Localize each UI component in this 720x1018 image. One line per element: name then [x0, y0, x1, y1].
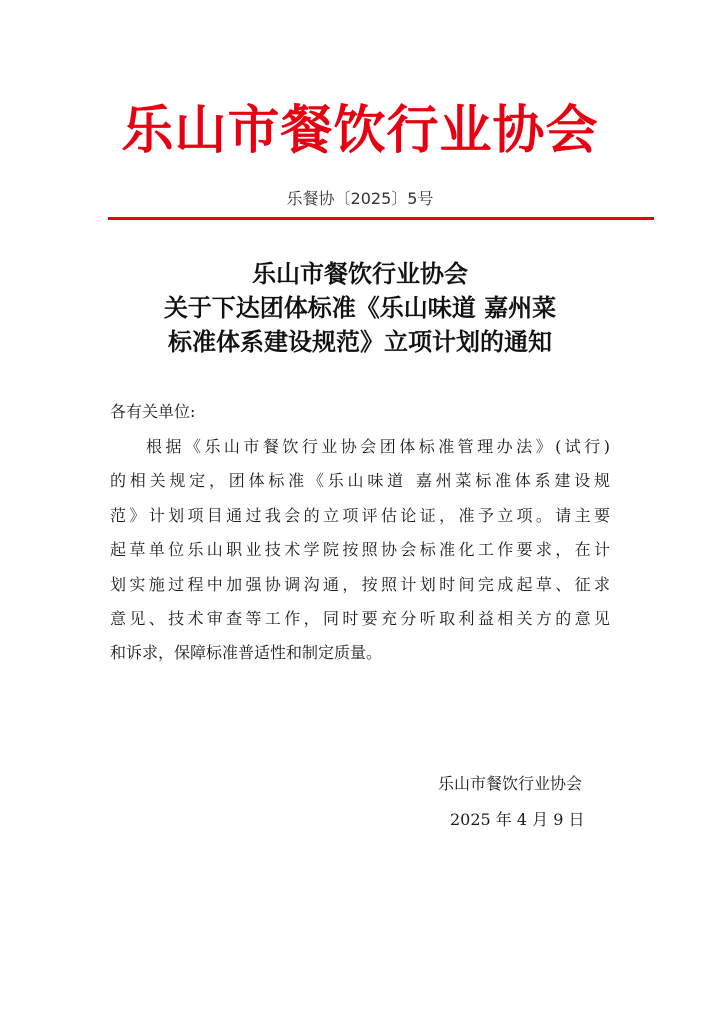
- title-line-2: 关于下达团体标准《乐山味道 嘉州菜: [163, 293, 557, 322]
- issue-date: 2025 年 4 月 9 日: [450, 810, 585, 829]
- notice-title: [0, 257, 720, 359]
- body-line: 范》计划项目通过我会的立项评估论证，准予立项。请主要: [110, 505, 610, 525]
- body-line: 意见、技术审查等工作，同时要充分听取利益相关方的意见: [110, 608, 610, 628]
- title-line-3: 标准体系建设规范》立项计划的通知: [168, 327, 552, 356]
- document-number: 乐餐协〔2025〕5号: [286, 189, 434, 208]
- body-line: 的相关规定，团体标准《乐山味道 嘉州菜标准体系建设规: [110, 471, 610, 491]
- signer-organization: 乐山市餐饮行业协会: [438, 774, 583, 793]
- salutation: 各有关单位:: [110, 402, 196, 421]
- body-line: 根据《乐山市餐饮行业协会团体标准管理办法》(试行): [146, 437, 610, 456]
- masthead-title: 乐山市餐饮行业协会: [121, 100, 599, 161]
- title-line-1: 乐山市餐饮行业协会: [252, 259, 468, 288]
- body-line: 划实施过程中加强协调沟通，按照计划时间完成起草、征求: [110, 574, 610, 594]
- body-line: 起草单位乐山职业技术学院按照协会标准化工作要求，在计: [110, 540, 610, 560]
- body-line: 和诉求，保障标准普适性和制定质量。: [110, 643, 383, 663]
- red-divider-line: [108, 217, 654, 220]
- body-paragraph: [110, 430, 610, 671]
